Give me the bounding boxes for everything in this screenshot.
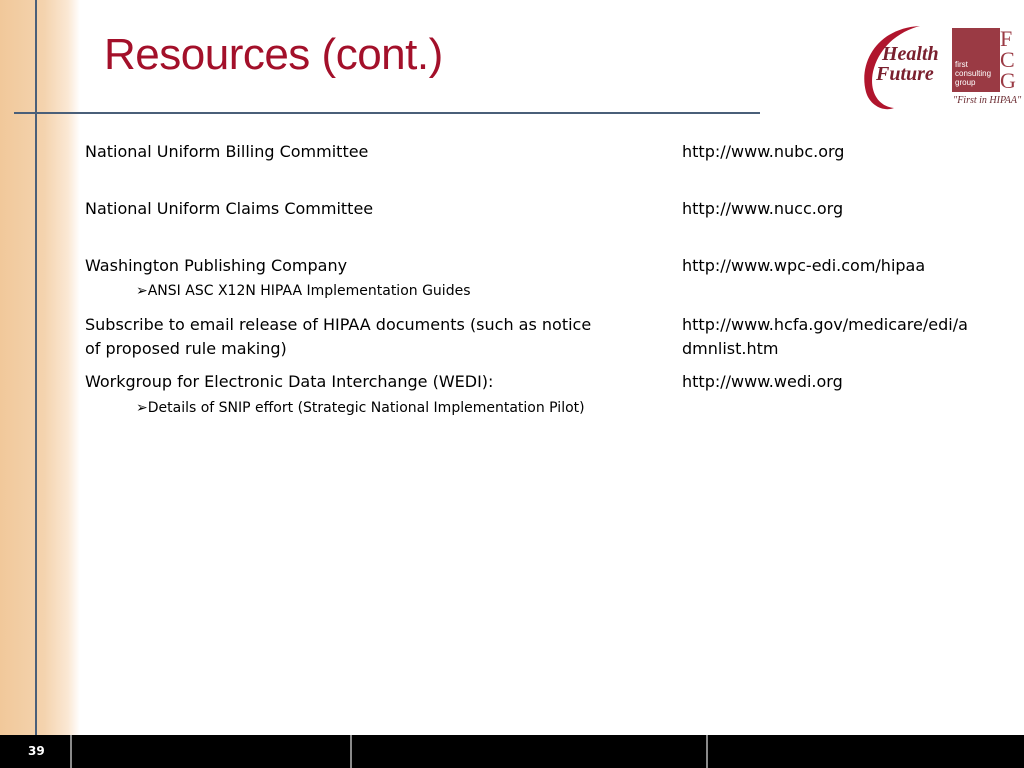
title-underline [14,112,760,114]
resource-sub-wedi-text: Details of SNIP effort (Strategic National Implementation Pilot) [147,400,585,416]
resource-url-wpc[interactable]: http://www.wpc-edi.com/hipaa [682,256,926,275]
resource-url-wedi[interactable]: http://www.wedi.org [682,372,843,391]
resource-name-hcfa-line2: of proposed rule making) [85,339,287,358]
slide-title: Resources (cont.) [104,30,443,79]
resource-name-nucc: National Uniform Claims Committee [85,199,374,218]
left-accent-stripe [0,0,80,735]
resource-url-nucc[interactable]: http://www.nucc.org [682,199,844,218]
fcg-logo-box [952,28,1000,92]
fcg-letter-g: G [1000,68,1016,93]
resource-sub-wedi [136,399,585,417]
resource-name-hcfa-line1: Subscribe to email release of HIPAA documents (such as notice [85,315,592,334]
page-number: 39 [28,744,45,758]
fcg-tagline: "First in HIPAA" [953,95,1022,106]
footer-divider [70,735,72,768]
arrow-bullet-icon: ➢ [136,283,148,299]
resource-url-hcfa-line2: dmnlist.htm [682,339,779,358]
resource-name-nubc: National Uniform Billing Committee [85,142,369,161]
resource-sub-wpc [136,282,471,300]
footer-divider [350,735,352,768]
resource-url-nubc[interactable]: http://www.nubc.org [682,142,845,161]
fcg-line-consulting: consulting [955,69,992,78]
resource-name-hcfa [85,313,591,361]
fcg-letters [1000,28,1016,91]
fcg-line-first: first [955,60,968,69]
footer-divider [706,735,708,768]
logo-health-text: Health [882,43,939,65]
fcg-small-text [955,60,991,87]
resource-url-hcfa[interactable] [682,313,968,361]
footer-bar [0,735,1024,768]
logo-group [852,22,1024,114]
logo-future-text: Future [876,63,934,85]
fcg-letter-c: C [1000,47,1015,72]
fcg-letter-f: F [1000,26,1013,51]
resource-name-wedi: Workgroup for Electronic Data Interchange (WEDI): [85,372,494,391]
resource-name-wpc: Washington Publishing Company [85,256,348,275]
vertical-rule [35,0,37,735]
arrow-bullet-icon: ➢ [136,400,148,416]
resource-url-hcfa-line1: http://www.hcfa.gov/medicare/edi/a [682,315,968,334]
resource-sub-wpc-text: ANSI ASC X12N HIPAA Implementation Guides [147,283,471,299]
fcg-line-group: group [955,78,976,87]
